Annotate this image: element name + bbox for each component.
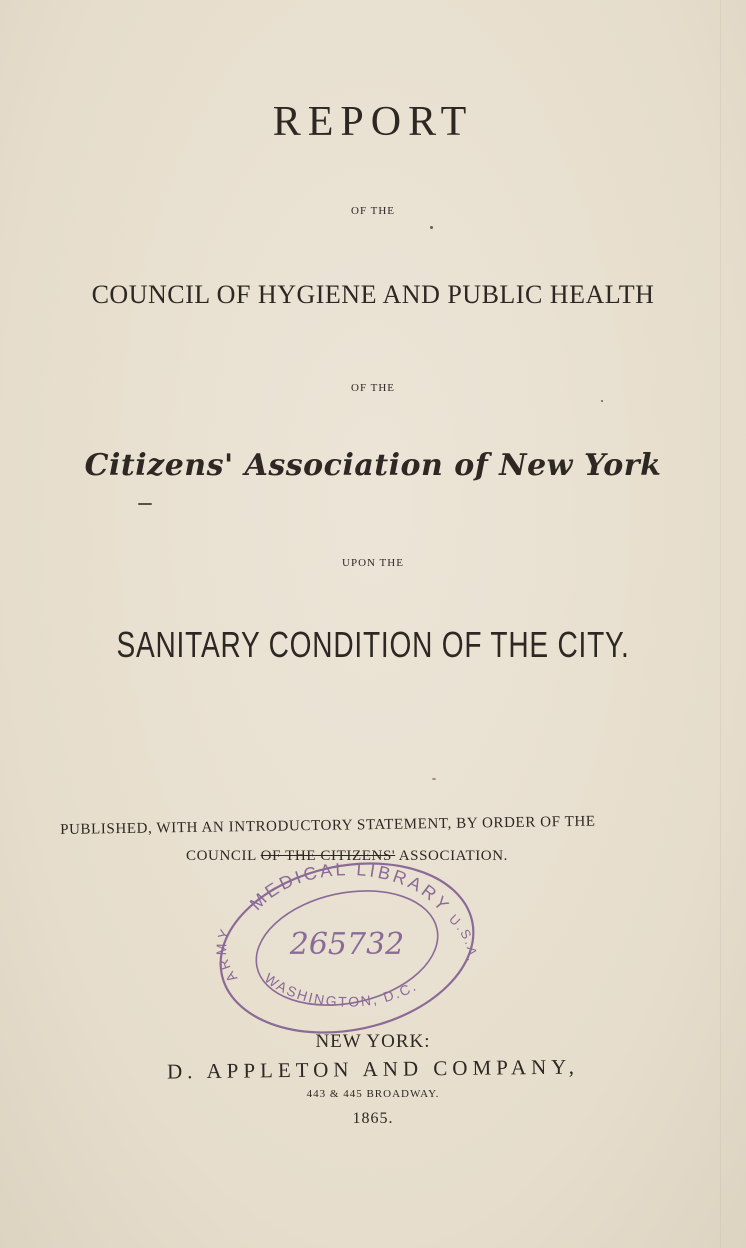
stamp-left-text: ARMY: [213, 924, 241, 986]
of-the-label: OF THE: [351, 205, 395, 217]
struck-text: OF THE CITIZENS': [260, 848, 396, 864]
stamp-right-text: U.S.A.: [446, 911, 480, 965]
library-stamp: [212, 858, 482, 1038]
subject-title: SANITARY CONDITION OF THE CITY.: [116, 624, 630, 665]
association-name: Citizens' Association of New York: [84, 448, 662, 483]
publisher-name: D. APPLETON AND COMPANY,: [166, 1054, 580, 1084]
imprint-city: NEW YORK:: [315, 1031, 431, 1052]
council-title: COUNCIL OF HYGIENE AND PUBLIC HEALTH: [91, 280, 655, 309]
published-statement: PUBLISHED, WITH AN INTRODUCTORY STATEMENT, BY ORDER OF THE: [60, 813, 596, 838]
paper-speck: [430, 226, 433, 229]
paper-speck: [601, 400, 603, 402]
report-heading: REPORT: [272, 99, 474, 145]
council-text: COUNCIL: [186, 848, 261, 864]
stamp-number: 265732: [289, 927, 405, 962]
paper-speck: [432, 778, 436, 780]
paper-speck: [138, 503, 152, 505]
association-text: ASSOCIATION.: [395, 848, 509, 864]
stamp-bottom-text: WASHINGTON, D.C.: [261, 969, 420, 1010]
of-the-label-2: OF THE: [351, 382, 395, 394]
upon-the-label: UPON THE: [342, 557, 404, 569]
publication-year: 1865.: [352, 1110, 394, 1127]
publisher-address: 443 & 445 BROADWAY.: [306, 1088, 440, 1100]
stamp-top-text: MEDICAL LIBRARY: [245, 859, 455, 917]
